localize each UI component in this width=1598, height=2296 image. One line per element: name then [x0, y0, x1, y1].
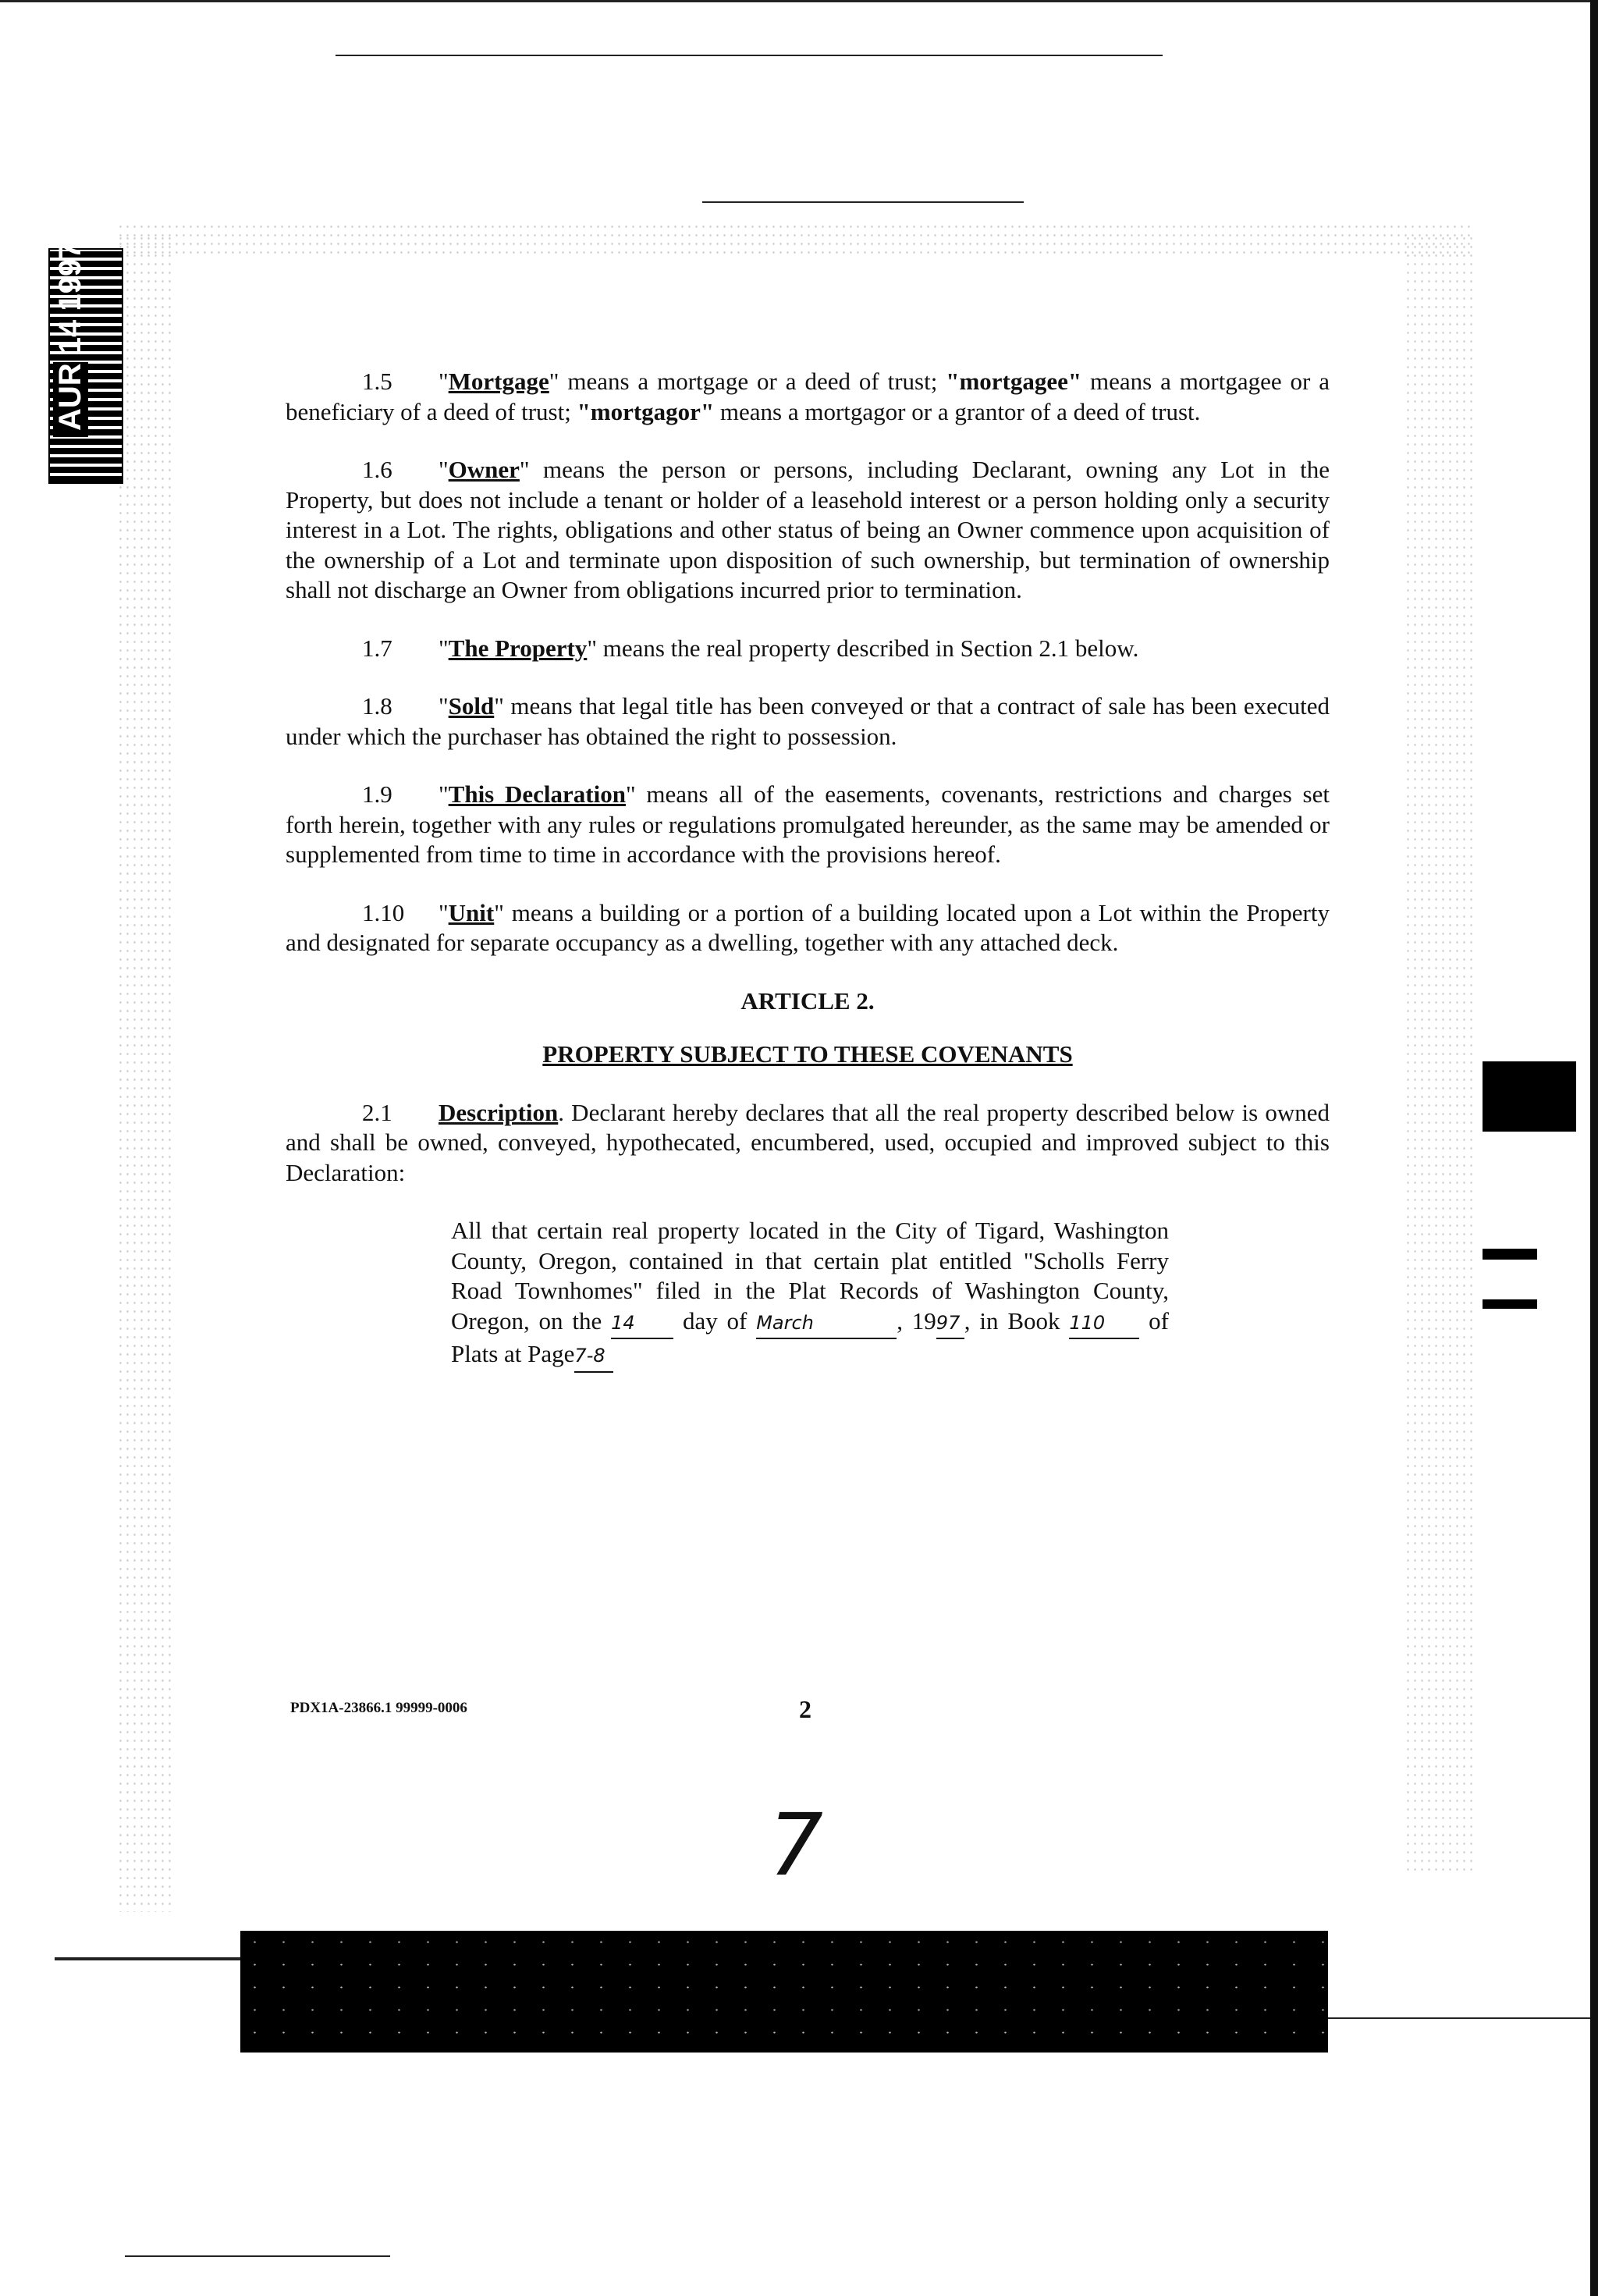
legal-description	[451, 1216, 1169, 1373]
book-field: 110	[1069, 1308, 1139, 1340]
scan-noise-right	[1404, 234, 1475, 1873]
defined-term: Unit	[448, 898, 495, 926]
definition-text: "	[439, 692, 449, 720]
page-field: 7-8	[574, 1341, 613, 1373]
legal-text: day of	[673, 1306, 757, 1335]
section-number: 1.5	[362, 368, 392, 395]
definition-1-10	[286, 898, 1330, 958]
definition-text: means a mortgagee or a beneficiary of a deed of trust;	[286, 368, 1330, 425]
article-title: PROPERTY SUBJECT TO THESE COVENANTS	[542, 1040, 1073, 1068]
scan-rule	[336, 55, 1163, 56]
legal-text: , 19	[897, 1306, 936, 1335]
definition-text: "	[439, 780, 449, 808]
definition-text: "	[439, 368, 449, 395]
section-number: 1.10	[362, 898, 405, 926]
section-number: 1.6	[362, 456, 392, 483]
scan-right-edge	[1590, 0, 1598, 2296]
definition-1-8	[286, 691, 1330, 752]
definition-text: " means all of the easements, covenants, restrictions and charges set forth herein, together with any rules or regulations promulgated hereunder, as the same may be amended or supplemented from time to time in accordance with the provisions hereof.	[286, 780, 1330, 868]
handwritten-page-number: 7	[769, 1795, 823, 1895]
section-text: . Declarant hereby declares that all the real property described below is owned and shall be owned, conveyed, hypothecated, encumbered, used, occupied and improved subject to this Declaration:	[286, 1098, 1330, 1186]
scan-right-block	[1483, 1061, 1576, 1132]
document-id: PDX1A-23866.1 99999-0006	[290, 1700, 467, 1716]
section-number: 2.1	[362, 1098, 392, 1126]
defined-term: The Property	[448, 634, 588, 662]
defined-term: This Declaration	[448, 780, 626, 808]
defined-term: Mortgage	[448, 368, 549, 395]
scan-black-band	[240, 1931, 1328, 2053]
definition-text: " means a mortgage or a deed of trust;	[549, 368, 946, 395]
year-field: 97	[936, 1308, 964, 1340]
definition-1-6	[286, 455, 1330, 606]
document-body	[286, 367, 1330, 1373]
scan-noise-left	[117, 234, 172, 1912]
received-stamp-text	[53, 362, 88, 437]
scan-rule	[125, 2255, 390, 2257]
month-field: March	[756, 1308, 897, 1340]
definition-text: "	[439, 456, 449, 483]
scan-right-block	[1483, 1299, 1537, 1309]
definition-text: " means the person or persons, including Declarant, owning any Lot in the Property, but does not include a tenant or holder of a leasehold interest or a person holding only a security interest in a Lot. The rights, obligations and other status of being an Owner commence upon acquisition of the ownership of a Lot and terminate upon disposition of such ownership, but termination of ownership shall not discharge an Owner from obligations incurred prior to termination.	[286, 456, 1330, 603]
section-2-1	[286, 1098, 1330, 1189]
section-number: 1.7	[362, 634, 392, 662]
legal-text: All that certain real property located in the City of Tigard, Washington County, Oregon, contained in that certain plat entitled "Scholls Ferry Road Townhomes" filed in the Plat Records of Washington County, Oregon, on the	[451, 1217, 1169, 1335]
definition-text: "	[439, 634, 449, 662]
bold-term: "mortgagee"	[946, 368, 1082, 395]
definition-1-7	[286, 634, 1330, 664]
definition-text: " means that legal title has been conveyed or that a contract of sale has been executed under which the purchaser has obtained the right to possession.	[286, 692, 1330, 750]
scan-rule	[702, 201, 1024, 203]
section-number: 1.9	[362, 780, 392, 808]
day-field: 14	[611, 1308, 673, 1340]
definition-text: means a mortgagor or a grantor of a deed of trust.	[714, 397, 1201, 425]
scan-right-block	[1483, 1249, 1537, 1260]
scan-rule	[55, 1957, 242, 1960]
section-number: 1.8	[362, 692, 392, 720]
definition-1-9	[286, 780, 1330, 870]
definitions-list	[286, 367, 1330, 958]
defined-term: Sold	[448, 692, 495, 720]
defined-term: Owner	[448, 456, 520, 483]
scan-noise-top	[117, 222, 1475, 254]
definition-text: "	[439, 898, 449, 926]
definition-text: " means the real property described in Section 2.1 below.	[587, 634, 1139, 662]
section-term: Description	[439, 1098, 559, 1126]
scan-top-rule	[0, 0, 1598, 2]
bold-term: "mortgagor"	[577, 397, 715, 425]
definition-1-5	[286, 367, 1330, 427]
legal-text: of Plats at Page	[451, 1306, 1170, 1367]
legal-text: , in Book	[964, 1306, 1070, 1335]
scan-rule	[1328, 2017, 1598, 2019]
article-heading: ARTICLE 2.	[740, 986, 875, 1015]
page-number: 2	[799, 1695, 811, 1723]
definition-text: " means a building or a portion of a building located upon a Lot within the Property and designated for separate occupancy as a dwelling, together with any attached deck.	[286, 898, 1330, 956]
